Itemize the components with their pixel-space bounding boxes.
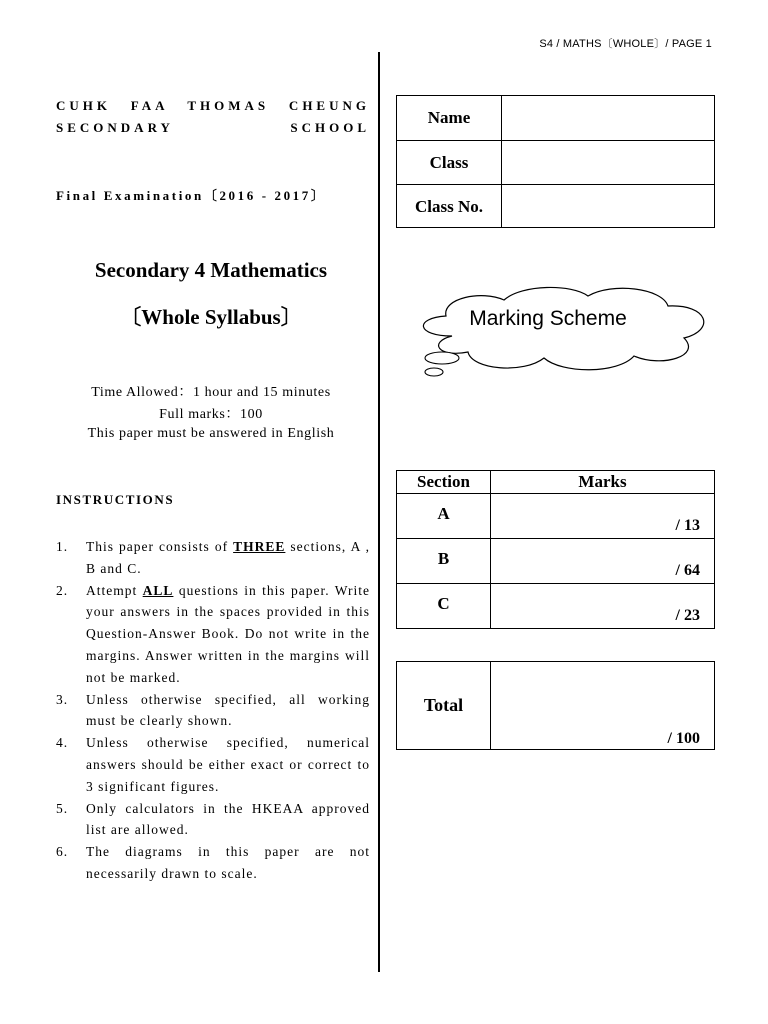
instruction-text: Unless otherwise specified, all working must be clearly shown.: [86, 691, 370, 729]
score-text: / 13: [675, 517, 700, 534]
school-name-line-2: SECONDARY SCHOOL: [56, 120, 370, 135]
exam-title: Final Examination〔2016 - 2017〕: [56, 188, 327, 203]
instruction-item: [56, 689, 370, 733]
table-row: [397, 494, 715, 539]
class-label: Class: [397, 141, 502, 185]
score-cell[interactable]: [491, 539, 715, 584]
class-row: [397, 140, 714, 185]
instruction-text: Attempt ALL questions in this paper. Write your answers in the spaces provided in this Question-Answer Book. Do not write in the margins. Answer written in the margins will not be marked.: [86, 582, 370, 685]
instruction-number: 5.: [56, 800, 69, 816]
subject-subtitle: 〔Whole Syllabus〕: [120, 305, 302, 329]
emphasis-three: THREE: [233, 539, 286, 554]
emphasis-all: ALL: [142, 582, 174, 598]
section-cell: A: [397, 494, 491, 539]
section-cell: B: [397, 539, 491, 584]
school-name-line-1: CUHK FAA THOMAS CHEUNG: [56, 98, 370, 113]
subject-title: Secondary 4 Mathematics: [94, 258, 328, 282]
name-field[interactable]: [502, 96, 714, 140]
instructions-list: [56, 536, 370, 885]
full-marks: Full marks：100: [159, 407, 263, 422]
score-cell[interactable]: [491, 584, 715, 629]
instruction-number: 1.: [56, 539, 69, 554]
section-marks-table: [396, 470, 715, 629]
instruction-item: [56, 798, 370, 842]
instruction-number: 4.: [56, 735, 69, 751]
table-row: [397, 539, 715, 584]
instruction-number: 3.: [56, 691, 69, 707]
score-text: / 64: [675, 562, 700, 579]
instruction-item: [56, 841, 370, 885]
instruction-text: Only calculators in the HKEAA approved list are allowed.: [86, 800, 370, 838]
section-header: Section: [397, 471, 491, 494]
instructions-heading: INSTRUCTIONS: [56, 492, 175, 507]
score-text: / 23: [675, 607, 700, 624]
marking-scheme-label: Marking Scheme: [469, 307, 627, 330]
name-label: Name: [397, 96, 502, 140]
page-reference: S4 / MATHS〔WHOLE〕/ PAGE 1: [539, 38, 712, 50]
instruction-text: Unless otherwise specified, numerical answers should be either exact or correct to 3 significant figures.: [86, 735, 370, 794]
section-cell: C: [397, 584, 491, 629]
name-row: [397, 96, 714, 140]
score-cell[interactable]: [491, 494, 715, 539]
column-divider: [378, 52, 380, 972]
total-marks-box: [396, 661, 715, 750]
class-no-row: [397, 184, 714, 228]
class-field[interactable]: [502, 141, 714, 185]
time-allowed: Time Allowed：1 hour and 15 minutes: [91, 385, 331, 400]
instruction-item: [56, 580, 370, 689]
class-no-field[interactable]: [502, 185, 714, 228]
student-info-box: [396, 95, 715, 228]
instruction-item: [56, 732, 370, 797]
instruction-number: 2.: [56, 582, 69, 598]
table-header-row: [397, 471, 715, 494]
table-row: [397, 584, 715, 629]
language-note: This paper must be answered in English: [87, 426, 335, 441]
instruction-text: This paper consists of THREE sections, A , B and C.: [86, 539, 370, 576]
instruction-number: 6.: [56, 844, 69, 860]
total-score[interactable]: / 100: [667, 730, 700, 747]
class-no-label: Class No.: [397, 185, 502, 228]
instruction-item: [56, 536, 370, 580]
instruction-text: The diagrams in this paper are not necessarily drawn to scale.: [86, 844, 370, 881]
cloud-callout-shape: [412, 284, 712, 380]
marks-header: Marks: [491, 471, 715, 494]
total-label: Total: [397, 662, 491, 749]
